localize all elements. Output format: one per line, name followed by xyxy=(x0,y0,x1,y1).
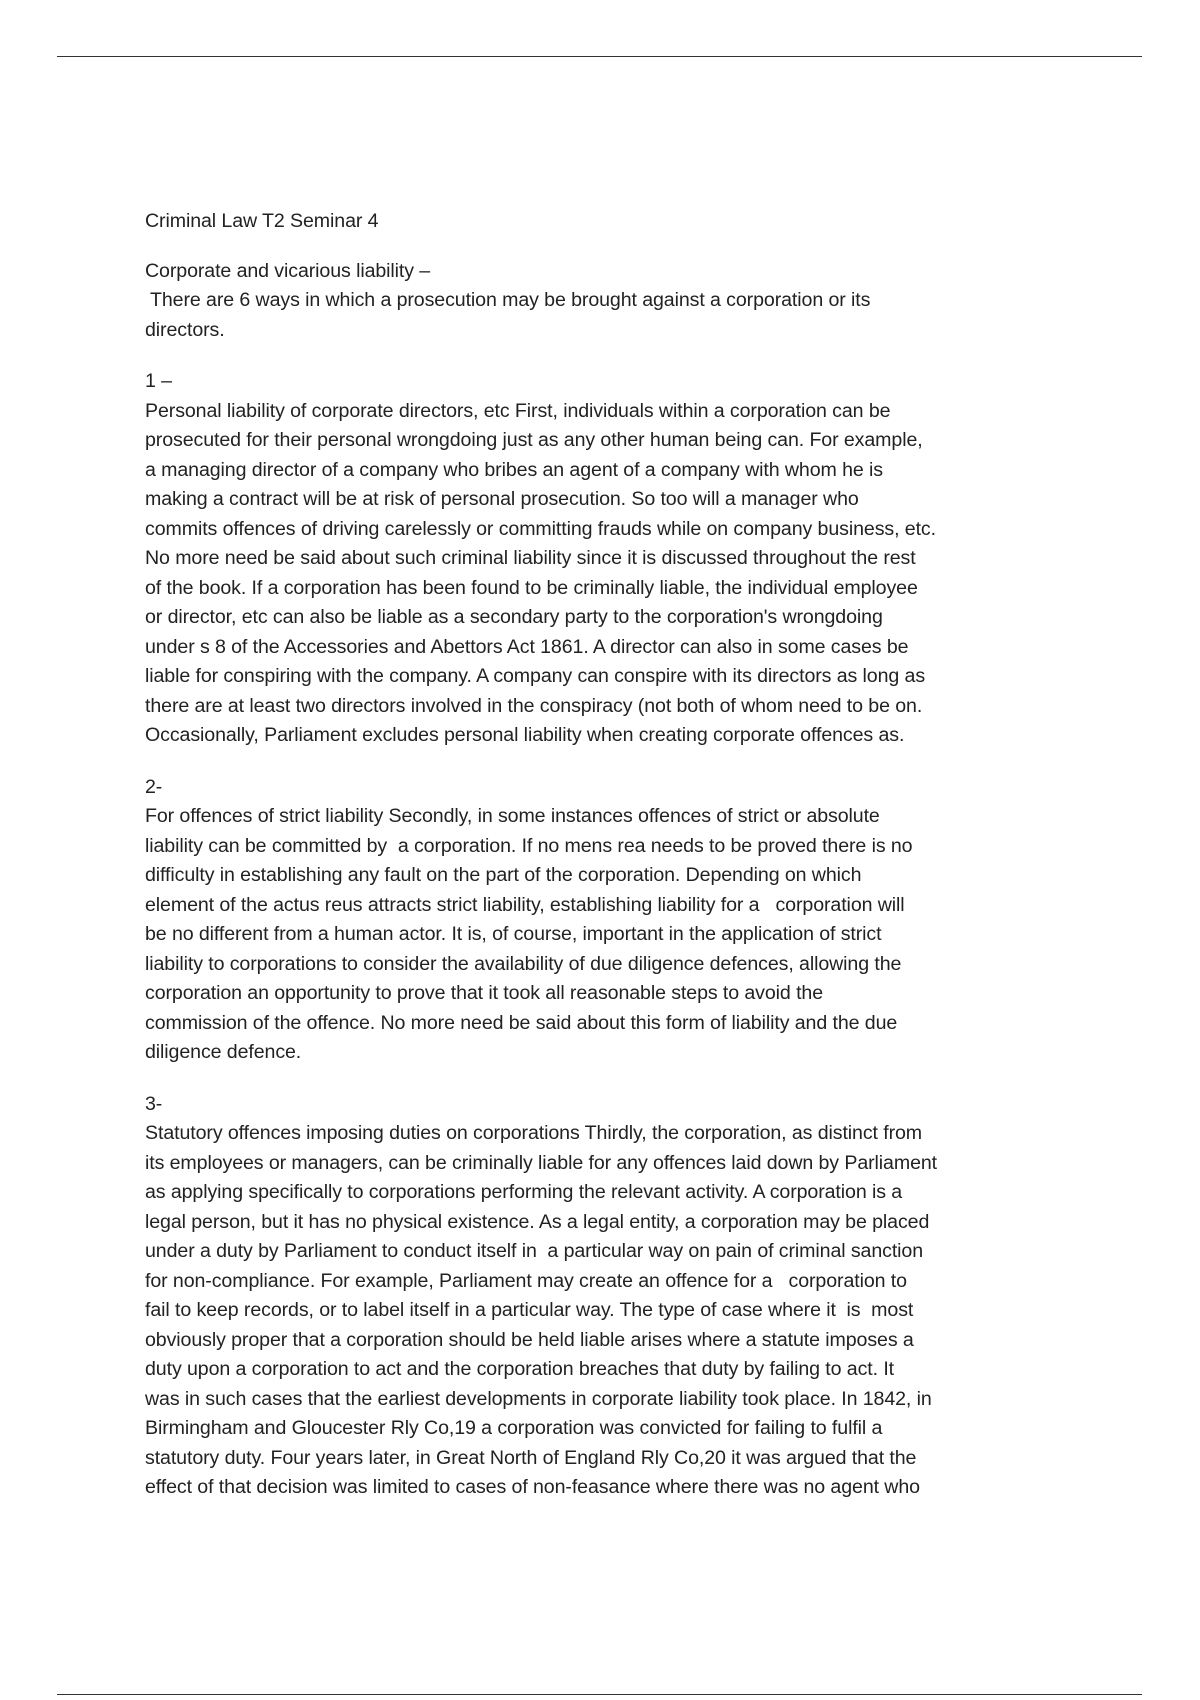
document-title: Criminal Law T2 Seminar 4 xyxy=(145,210,379,232)
paragraph-line: commission of the offence. No more need be said about this form of liability and the due xyxy=(145,1011,898,1034)
paragraph-line: was in such cases that the earliest developments in corporate liability took place. In 1842, in xyxy=(145,1387,932,1410)
paragraph-line: under a duty by Parliament to conduct itself in a particular way on pain of criminal sanction xyxy=(145,1240,924,1262)
paragraph-line: diligence defence. xyxy=(145,1041,302,1063)
paragraph-line: or director, etc can also be liable as a secondary party to the corporation's wrongdoing xyxy=(145,606,883,628)
section-1 xyxy=(145,367,1090,751)
section-marker: 2- xyxy=(145,775,163,798)
intro-paragraph xyxy=(145,257,1090,346)
intro-line: directors. xyxy=(145,318,225,341)
paragraph-line: its employees or managers, can be criminally liable for any offences laid down by Parliament xyxy=(145,1151,938,1174)
paragraph-line: No more need be said about such criminal liability since it is discussed throughout the rest xyxy=(145,547,916,569)
paragraph-line: For offences of strict liability Secondly, in some instances offences of strict or absolute xyxy=(145,805,880,827)
section-2 xyxy=(145,773,1090,1068)
paragraph-line: commits offences of driving carelessly or committing frauds while on company business, etc. xyxy=(145,517,936,540)
paragraph-line: statutory duty. Four years later, in Great North of England Rly Co,20 it was argued that the xyxy=(145,1446,917,1469)
intro-line: There are 6 ways in which a prosecution may be brought against a corporation or its xyxy=(145,289,871,311)
footer-rule xyxy=(57,1694,1142,1695)
paragraph-line: under s 8 of the Accessories and Abettors Act 1861. A director can also in some cases be xyxy=(145,635,909,658)
paragraph-line: be no different from a human actor. It is, of course, important in the application of strict xyxy=(145,923,882,945)
paragraph-line: fail to keep records, or to label itself in a particular way. The type of case where it is most xyxy=(145,1299,914,1321)
paragraph-line: for non-compliance. For example, Parliament may create an offence for a corporation to xyxy=(145,1269,907,1292)
intro-line: Corporate and vicarious liability – xyxy=(145,259,431,282)
paragraph-line: prosecuted for their personal wrongdoing just as any other human being can. For example, xyxy=(145,429,923,451)
header-rule xyxy=(57,56,1142,57)
section-3 xyxy=(145,1090,1090,1503)
paragraph-line: legal person, but it has no physical existence. As a legal entity, a corporation may be placed xyxy=(145,1210,930,1233)
paragraph-line: a managing director of a company who bribes an agent of a company with whom he is xyxy=(145,458,883,481)
paragraph-line: as applying specifically to corporations performing the relevant activity. A corporation is a xyxy=(145,1181,903,1203)
paragraph-line: making a contract will be at risk of personal prosecution. So too will a manager who xyxy=(145,488,859,510)
paragraph-line: difficulty in establishing any fault on the part of the corporation. Depending on which xyxy=(145,864,862,886)
paragraph-line: duty upon a corporation to act and the corporation breaches that duty by failing to act. It xyxy=(145,1358,895,1380)
paragraph-line: effect of that decision was limited to cases of non-feasance where there was no agent who xyxy=(145,1476,920,1498)
section-marker: 1 – xyxy=(145,370,172,392)
paragraph-line: corporation an opportunity to prove that it took all reasonable steps to avoid the xyxy=(145,982,824,1004)
paragraph-line: liability can be committed by a corporation. If no mens rea needs to be proved there is no xyxy=(145,834,913,857)
paragraph-line: Personal liability of corporate directors, etc First, individuals within a corporation can be xyxy=(145,399,891,422)
section-marker: 3- xyxy=(145,1092,163,1115)
paragraph-line: liability to corporations to consider the availability of due diligence defences, allowing the xyxy=(145,952,902,975)
paragraph-line: of the book. If a corporation has been found to be criminally liable, the individual employee xyxy=(145,576,918,599)
paragraph-line: Occasionally, Parliament excludes personal liability when creating corporate offences as. xyxy=(145,724,905,746)
paragraph-line: element of the actus reus attracts strict liability, establishing liability for a corporation will xyxy=(145,893,905,916)
page-body xyxy=(145,207,1090,1503)
paragraph-line: obviously proper that a corporation should be held liable arises where a statute imposes a xyxy=(145,1328,914,1351)
paragraph-line: liable for conspiring with the company. A company can conspire with its directors as long as xyxy=(145,665,926,687)
paragraph-line: Birmingham and Gloucester Rly Co,19 a corporation was convicted for failing to fulfil a xyxy=(145,1417,883,1439)
paragraph-line: Statutory offences imposing duties on corporations Thirdly, the corporation, as distinct from xyxy=(145,1122,923,1144)
paragraph-line: there are at least two directors involved in the conspiracy (not both of whom need to be on. xyxy=(145,694,923,717)
